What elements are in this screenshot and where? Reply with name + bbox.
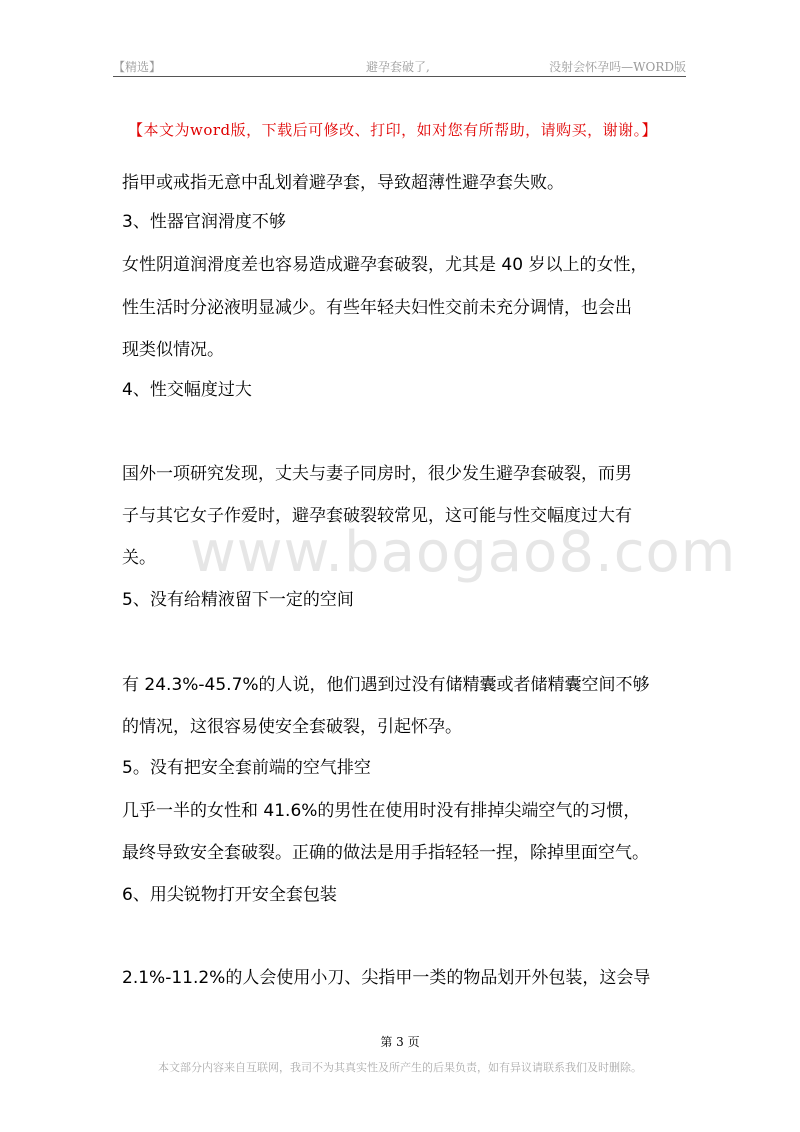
section-heading: 5、没有给精液留下一定的空间	[122, 590, 354, 610]
body-line: 子与其它女子作爱时，避孕套破裂较常见，这可能与性交幅度过大有	[122, 506, 632, 526]
body-line: 的情况，这很容易使安全套破裂，引起怀孕。	[122, 717, 462, 737]
body-line: 2.1%-11.2%的人会使用小刀、尖指甲一类的物品划开外包装，这会导	[122, 968, 651, 988]
header-divider	[113, 76, 686, 77]
purchase-notice: 【本文为word版，下载后可修改、打印，如对您有所帮助，请购买，谢谢。】	[128, 121, 658, 139]
page-number: 第 3 页	[380, 1035, 420, 1049]
body-line: 有 24.3%-45.7%的人说，他们遇到过没有储精囊或者储精囊空间不够	[122, 675, 650, 695]
header-left-text: 【精选】	[113, 60, 162, 74]
section-heading: 6、用尖锐物打开安全套包装	[122, 885, 337, 905]
body-line: 现类似情况。	[122, 340, 224, 360]
body-line: 几乎一半的女性和 41.6%的男性在使用时没有排掉尖端空气的习惯，	[122, 801, 641, 821]
header-right-text: 没射会怀孕吗—WORD版	[549, 60, 686, 74]
page-header	[113, 55, 686, 77]
body-line: 国外一项研究发现，丈夫与妻子同房时，很少发生避孕套破裂，而男	[122, 464, 632, 484]
body-line: 性生活时分泌液明显减少。有些年轻夫妇性交前未充分调情，也会出	[122, 298, 632, 318]
footer-disclaimer: 本文部分内容来自互联网，我司不为其真实性及所产生的后果负责，如有异议请联系我们及时删除。	[158, 1061, 642, 1074]
section-heading: 3、性器官润滑度不够	[122, 212, 286, 232]
body-line: 女性阴道润滑度差也容易造成避孕套破裂，尤其是 40 岁以上的女性，	[122, 255, 648, 275]
body-line: 最终导致安全套破裂。正确的做法是用手指轻轻一捏，除掉里面空气。	[122, 843, 649, 863]
header-center-text: 避孕套破了,	[366, 60, 430, 74]
section-heading: 5。没有把安全套前端的空气排空	[122, 758, 371, 778]
watermark: www.baogao8.com	[190, 520, 737, 585]
body-line: 关。	[122, 548, 156, 568]
section-heading: 4、性交幅度过大	[122, 380, 252, 400]
body-line: 指甲或戒指无意中乱划着避孕套，导致超薄性避孕套失败。	[122, 173, 564, 193]
